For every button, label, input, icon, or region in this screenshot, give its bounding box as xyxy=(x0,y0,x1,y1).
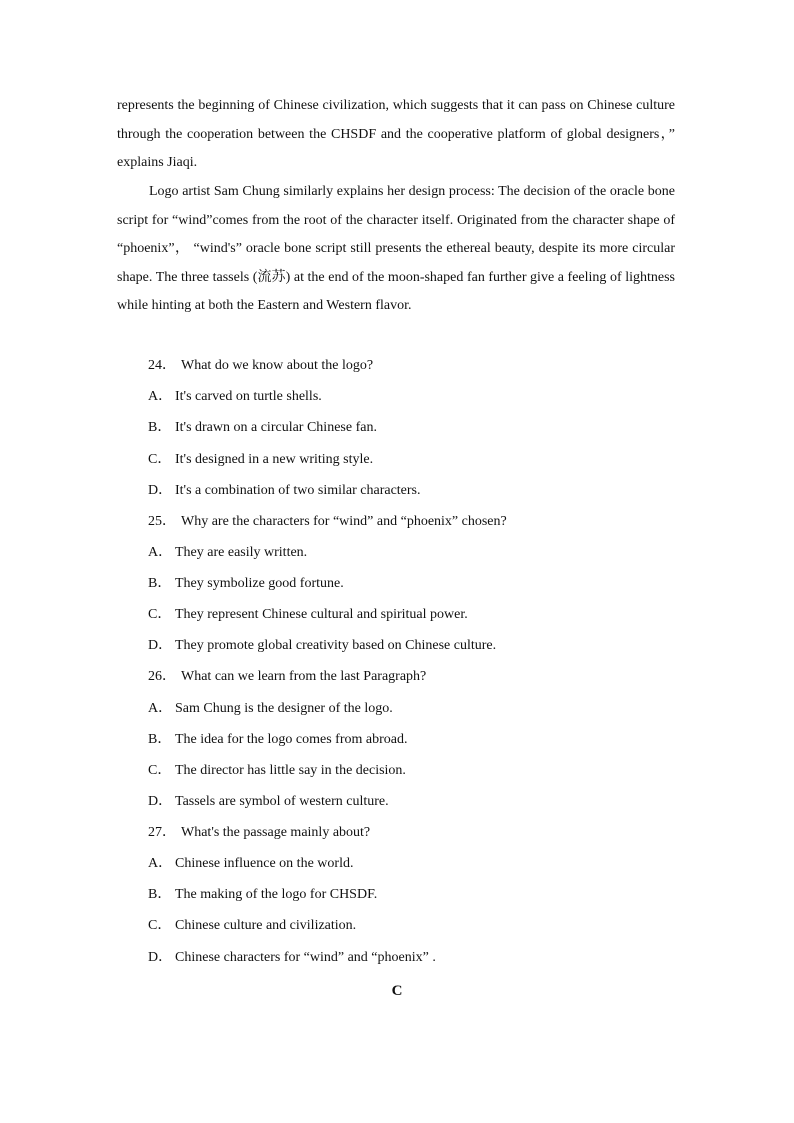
option-letter: C． xyxy=(148,763,172,778)
option-letter: C． xyxy=(148,452,172,467)
question-26 xyxy=(148,667,426,687)
option-24-a[interactable] xyxy=(148,387,322,407)
option-letter: D． xyxy=(148,950,173,965)
option-25-c[interactable] xyxy=(148,605,468,625)
option-26-c[interactable] xyxy=(148,761,406,781)
option-27-b[interactable] xyxy=(148,885,377,905)
option-text: Sam Chung is the designer of the logo. xyxy=(175,701,393,716)
option-text: Chinese characters for “wind” and “phoenix” . xyxy=(175,950,436,965)
option-26-b[interactable] xyxy=(148,730,407,750)
option-text: They represent Chinese cultural and spiritual power. xyxy=(175,607,468,622)
option-26-a[interactable] xyxy=(148,699,393,719)
option-letter: A． xyxy=(148,545,173,560)
option-text: They promote global creativity based on Chinese culture. xyxy=(175,638,497,653)
question-number: 26． xyxy=(148,669,176,684)
option-27-d[interactable] xyxy=(148,948,436,968)
passage-paragraph-2: Logo artist Sam Chung similarly explains her design process: The decision of the oracle bone script for “wind”comes from the root of the character itself. Originated from the character shape of “phoenix”， “wind's” oracle bone script still presents the ethereal beauty, despite its more circular shape. The three tassels (流苏) at the end of the moon-shaped fan further give a feeling of lightness while hinting at both the Eastern and Western flavor. xyxy=(117,184,675,314)
option-25-b[interactable] xyxy=(148,574,344,594)
question-text: What can we learn from the last Paragraph? xyxy=(181,669,427,684)
option-letter: B． xyxy=(148,732,172,747)
question-text: What do we know about the logo? xyxy=(181,358,374,373)
option-letter: D． xyxy=(148,638,173,653)
option-text: It's a combination of two similar characters. xyxy=(175,483,421,498)
question-25 xyxy=(148,512,507,532)
option-24-d[interactable] xyxy=(148,481,421,501)
option-26-d[interactable] xyxy=(148,792,389,812)
option-letter: D． xyxy=(148,483,173,498)
question-24 xyxy=(148,356,373,376)
option-letter: B． xyxy=(148,887,172,902)
option-text: It's carved on turtle shells. xyxy=(175,389,322,404)
option-text: It's drawn on a circular Chinese fan. xyxy=(175,420,377,435)
option-letter: C． xyxy=(148,918,172,933)
question-text: Why are the characters for “wind” and “phoenix” chosen? xyxy=(181,514,507,529)
option-27-a[interactable] xyxy=(148,854,353,874)
option-text: Chinese culture and civilization. xyxy=(175,918,357,933)
option-letter: D． xyxy=(148,794,173,809)
option-text: Tassels are symbol of western culture. xyxy=(175,794,389,809)
option-letter: B． xyxy=(148,576,172,591)
option-text: The director has little say in the decision. xyxy=(175,763,406,778)
option-letter: A． xyxy=(148,389,173,404)
section-heading: C xyxy=(391,983,403,999)
option-text: The idea for the logo comes from abroad. xyxy=(175,732,408,747)
question-text: What's the passage mainly about? xyxy=(181,825,371,840)
question-number: 25． xyxy=(148,514,176,529)
option-letter: A． xyxy=(148,701,173,716)
option-24-c[interactable] xyxy=(148,450,373,470)
option-text: They are easily written. xyxy=(175,545,308,560)
option-25-d[interactable] xyxy=(148,636,496,656)
option-25-a[interactable] xyxy=(148,543,307,563)
option-letter: B． xyxy=(148,420,172,435)
option-24-b[interactable] xyxy=(148,418,377,438)
question-number: 27． xyxy=(148,825,176,840)
option-text: The making of the logo for CHSDF. xyxy=(175,887,378,902)
option-letter: C． xyxy=(148,607,172,622)
question-27 xyxy=(148,823,370,843)
question-number: 24． xyxy=(148,358,176,373)
option-27-c[interactable] xyxy=(148,916,356,936)
option-text: Chinese influence on the world. xyxy=(175,856,354,871)
option-text: They symbolize good fortune. xyxy=(175,576,344,591)
option-letter: A． xyxy=(148,856,173,871)
option-text: It's designed in a new writing style. xyxy=(175,452,374,467)
passage-paragraph-1: represents the beginning of Chinese civilization, which suggests that it can pass on Chinese culture through the cooperation between the CHSDF and the cooperative platform of global designers，” explains Jiaqi. xyxy=(117,98,675,171)
